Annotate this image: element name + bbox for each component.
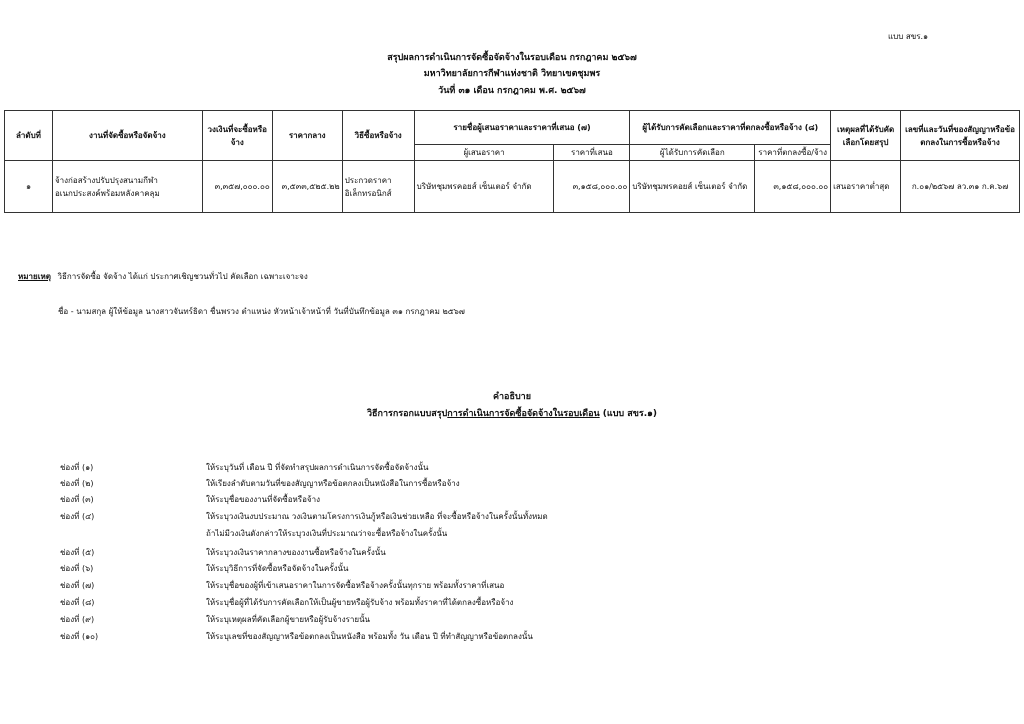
subheader-agreed-price: ราคาที่ตกลงซื้อ/จ้าง bbox=[755, 145, 831, 161]
row-reason: เสนอราคาต่ำสุด bbox=[831, 161, 901, 213]
organization-name: มหาวิทยาลัยการกีฬาแห่งชาติ วิทยาเขตชุมพร bbox=[423, 69, 601, 79]
row-agreed-price: ๓,๑๕๘,๐๐๐.๐๐ bbox=[755, 161, 831, 213]
row-no: ๑ bbox=[5, 161, 53, 213]
slot-label: ช่องที่ (๗) bbox=[60, 581, 95, 590]
instructions-subtitle-prefix: วิธีการกรอกแบบสรุป bbox=[366, 409, 448, 419]
col-header-method: วิธีซื้อหรือจ้าง bbox=[342, 111, 414, 161]
col-header-median: ราคากลาง bbox=[272, 111, 342, 161]
col-header-reason: เหตุผลที่ได้รับคัดเลือกโดยสรุป bbox=[831, 111, 901, 161]
subheader-bid-price: ราคาที่เสนอ bbox=[554, 145, 630, 161]
slot-description: ให้เรียงลำดับตามวันที่ของสัญญาหรือข้อตกลงเป็นหนังสือในการซื้อหรือจ้าง bbox=[206, 479, 460, 488]
slot-description: ให้ระบุเหตุผลที่คัดเลือกผู้ขายหรือผู้รับจ้างรายนั้น bbox=[206, 615, 371, 624]
row-bid-price: ๓,๑๕๘,๐๐๐.๐๐ bbox=[554, 161, 630, 213]
report-title: สรุปผลการดำเนินการจัดซื้อจัดจ้างในรอบเดือน กรกฎาคม ๒๕๖๗ bbox=[387, 53, 637, 63]
row-budget: ๓,๓๕๗,๐๐๐.๐๐ bbox=[202, 161, 272, 213]
subheader-bidder-name: ผู้เสนอราคา bbox=[414, 145, 554, 161]
row-selected-name: บริษัทชุมพรคอยส์ เซ็นเตอร์ จำกัด bbox=[630, 161, 755, 213]
slot-description: ให้ระบุวันที่ เดือน ปี ที่จัดทำสรุปผลการดำเนินการจัดซื้อจัดจ้างนั้น bbox=[206, 463, 429, 472]
table-row bbox=[5, 161, 1020, 213]
slot-label: ช่องที่ (๓) bbox=[60, 495, 94, 504]
instructions-title: คำอธิบาย bbox=[492, 392, 531, 402]
note bbox=[18, 270, 308, 283]
col-header-selected: ผู้ได้รับการคัดเลือกและราคาที่ตกลงซื้อหรือจ้าง (๘) bbox=[630, 111, 831, 145]
instructions-subtitle-suffix: (แบบ สขร.๑) bbox=[599, 409, 658, 419]
row-item: จ้างก่อสร้างปรับปรุงสนามกีฬาอเนกประสงค์พร้อมหลังคาคลุม bbox=[52, 161, 202, 213]
instructions-subtitle-underlined: การดำเนินการจัดซื้อจัดจ้างในรอบเดือน bbox=[447, 409, 600, 419]
slot-label: ช่องที่ (๘) bbox=[60, 598, 95, 607]
col-header-contract: เลขที่และวันที่ของสัญญาหรือข้อตกลงในการซื้อหรือจ้าง bbox=[901, 111, 1020, 161]
slot-label: ช่องที่ (๔) bbox=[60, 512, 95, 521]
slot-description: ให้ระบุชื่อผู้ที่ได้รับการคัดเลือกให้เป็นผู้ขายหรือผู้รับจ้าง พร้อมทั้งราคาที่ได้ตกลงซื้อหรือจ้าง bbox=[206, 598, 514, 607]
procurement-table bbox=[4, 110, 1020, 213]
slot-label: ช่องที่ (๑) bbox=[60, 463, 94, 472]
col-header-bidders: รายชื่อผู้เสนอราคาและราคาที่เสนอ (๗) bbox=[414, 111, 630, 145]
slot-label: ช่องที่ (๕) bbox=[60, 548, 95, 557]
slot-description: ให้ระบุวงเงินราคากลางของงานซื้อหรือจ้างในครั้งนั้น bbox=[206, 548, 386, 557]
row-method: ประกวดราคาอิเล็กทรอนิกส์ bbox=[342, 161, 414, 213]
slot-description: ให้ระบุชื่อของงานที่จัดซื้อหรือจ้าง bbox=[206, 495, 320, 504]
form-code: แบบ สขร.๑ bbox=[888, 32, 929, 41]
row-median: ๓,๕๓๓,๕๒๕.๒๒ bbox=[272, 161, 342, 213]
slot-label: ช่องที่ (๑๐) bbox=[60, 632, 99, 641]
col-header-item: งานที่จัดซื้อหรือจัดจ้าง bbox=[52, 111, 202, 161]
slot-description: ให้ระบุชื่อของผู้ที่เข้าเสนอราคาในการจัดซื้อหรือจ้างครั้งนั้นทุกราย พร้อมทั้งราคาที่เสนอ bbox=[206, 581, 505, 590]
instructions-subtitle bbox=[0, 406, 1024, 420]
slot-description: ให้ระบุวงเงินงบประมาณ วงเงินตามโครงการเงินกู้หรือเงินช่วยเหลือ ที่จะซื้อหรือจ้างในครั้งนั้นทั้งหมด bbox=[206, 512, 548, 521]
slot-label: ช่องที่ (๙) bbox=[60, 615, 95, 624]
report-date: วันที่ ๓๑ เดือน กรกฎาคม พ.ศ. ๒๕๖๗ bbox=[438, 86, 586, 96]
col-header-no: ลำดับที่ bbox=[5, 111, 53, 161]
col-header-budget: วงเงินที่จะซื้อหรือจ้าง bbox=[202, 111, 272, 161]
slot-description: ให้ระบุเลขที่ของสัญญาหรือข้อตกลงเป็นหนังสือ พร้อมทั้ง วัน เดือน ปี ที่ทำสัญญาหรือข้อตกลงนั้น bbox=[206, 632, 533, 641]
slot-description: ให้ระบุวิธีการที่จัดซื้อหรือจัดจ้างในครั้งนั้น bbox=[206, 564, 349, 573]
subheader-selected-name: ผู้ได้รับการคัดเลือก bbox=[630, 145, 755, 161]
note-label: หมายเหตุ bbox=[18, 272, 51, 281]
row-bidder-name: บริษัทชุมพรคอยส์ เซ็นเตอร์ จำกัด bbox=[414, 161, 554, 213]
slot-label: ช่องที่ (๒) bbox=[60, 479, 94, 488]
slot-label: ช่องที่ (๖) bbox=[60, 564, 94, 573]
note-text: วิธีการจัดซื้อ จัดจ้าง ได้แก่ ประกาศเชิญชวนทั่วไป คัดเลือก เฉพาะเจาะจง bbox=[57, 272, 308, 281]
row-contract: ก.๐๑/๒๕๖๗ ลว.๓๑ ก.ค.๖๗ bbox=[901, 161, 1020, 213]
slot-description-continued: ถ้าไม่มีวงเงินดังกล่าวให้ระบุวงเงินที่ประมาณว่าจะซื้อหรือจ้างในครั้งนั้น bbox=[206, 529, 448, 538]
informant-line: ชื่อ - นามสกุล ผู้ให้ข้อมูล นางสาวจันทร์ธิดา ชื่นพรวง ตำแหน่ง หัวหน้าเจ้าหน้าที่ วันที่บันทึกข้อมูล ๓๑ กรกฎาคม ๒๕๖๗ bbox=[58, 307, 465, 316]
